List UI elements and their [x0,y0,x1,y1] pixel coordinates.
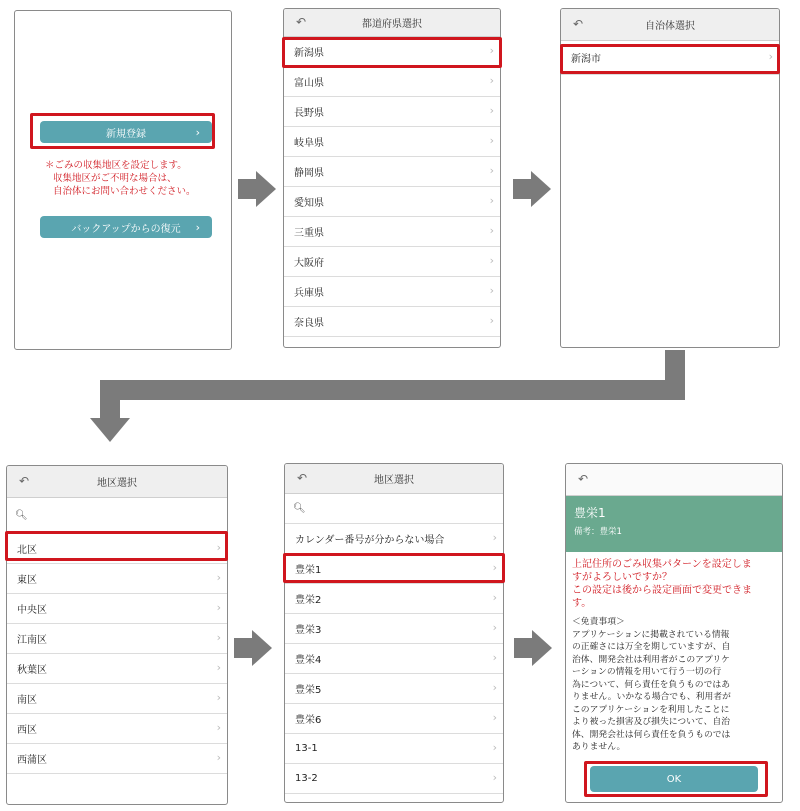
list-item-label: 豊栄6 [295,715,322,726]
list-item[interactable] [285,764,503,794]
back-arrow-icon[interactable]: ↶ [578,472,589,486]
list-item-label: 岐阜県 [294,138,324,149]
list-item[interactable] [285,524,503,554]
list-item-label: 西区 [17,725,37,736]
chevron-right-icon: › [216,721,221,734]
list-item[interactable] [284,187,500,217]
register-button[interactable] [40,121,212,143]
list-item[interactable] [7,744,227,774]
list-item-label: 新潟県 [294,48,324,59]
warning-line: すがよろしいですか？ [572,572,672,583]
list-item[interactable] [285,644,503,674]
list-item-label: 東区 [17,575,37,586]
page-title: 都道府県選択 [362,19,422,30]
disclaimer [566,610,782,754]
list-item-label: 13-2 [295,773,318,784]
chevron-right-icon: › [489,254,494,267]
screen-confirm [565,463,783,803]
chevron-right-icon: › [216,631,221,644]
register-button-label: 新規登録 [106,128,146,140]
warning-line: この設定は後から設定画面で変更できま [572,585,752,596]
list-item[interactable] [7,654,227,684]
ok-button[interactable] [590,766,758,792]
chevron-right-icon: › [216,691,221,704]
navbar [566,464,782,496]
list-item[interactable] [285,614,503,644]
list-item-label: 豊栄5 [295,685,322,696]
screen-area-select [284,463,504,803]
list-item[interactable] [7,594,227,624]
list-item[interactable] [284,37,500,67]
chevron-right-icon: › [492,621,497,634]
disclaimer-line: 治体、開発会社は利用者がこのアプリケ [572,654,730,665]
confirm-warning [566,552,782,610]
search-input[interactable] [7,498,227,534]
navbar [284,9,500,37]
list-item-label: 中央区 [17,605,47,616]
list-item-label: 大阪府 [294,258,324,269]
list-item-label: 13-1 [295,743,318,754]
chevron-right-icon: › [492,531,497,544]
disclaimer-line: 体、開発会社は何ら責任を負うものでは [572,729,731,740]
chevron-right-icon: › [216,571,221,584]
restore-backup-button[interactable] [40,216,212,238]
disclaimer-line: ーションの情報を用いて行う一切の行 [572,667,722,677]
list-item-label: 富山県 [294,78,324,89]
page-title: 自治体選択 [645,21,695,32]
chevron-right-icon: › [492,771,497,784]
list-item[interactable] [285,734,503,764]
chevron-right-icon: › [492,561,497,574]
back-arrow-icon[interactable]: ↶ [19,474,30,488]
chevron-right-icon: › [489,224,494,237]
list-item[interactable] [7,624,227,654]
disclaimer-line: このアプリケーションを利用したことに [572,704,730,715]
list-item[interactable] [284,97,500,127]
disclaimer-line: アプリケーションに掲載されている情報 [572,629,730,640]
list-item-label: 豊栄2 [295,595,322,606]
chevron-right-icon: › [195,221,200,234]
list-item[interactable] [285,704,503,734]
list-item[interactable] [7,564,227,594]
chevron-right-icon: › [489,44,494,57]
list-item[interactable] [561,41,779,75]
navbar [7,466,227,498]
list-item-label: 三重県 [294,228,324,239]
chevron-right-icon: › [195,126,200,139]
ok-button-label: OK [666,773,682,785]
chevron-right-icon: › [489,314,494,327]
area-header [566,496,782,552]
list-item[interactable] [284,247,500,277]
list-item[interactable] [284,127,500,157]
note-line: 自治体にお問い合わせください。 [53,186,196,197]
chevron-right-icon: › [489,164,494,177]
search-icon: 🔍︎ [293,503,306,514]
screen-prefecture-select [283,8,501,348]
list-item-label: 秋葉区 [17,665,47,676]
disclaimer-line: の正確さには万全を期していますが、自 [572,642,731,652]
area-note: 備考：豊栄1 [574,527,622,537]
restore-button-label: バックアップからの復元 [71,223,181,235]
note-line: ＊ごみの収集地区を設定します。 [45,160,187,171]
navbar [561,9,779,41]
chevron-right-icon: › [768,50,773,63]
warning-line: 上記住所のごみ収集パターンを設定しま [572,559,752,570]
list-item[interactable] [284,157,500,187]
disclaimer-line: より被った損害及び損失について、自治 [572,717,730,727]
register-note [45,159,230,198]
list-item-label: 南区 [17,695,37,706]
list-item-label: 西蒲区 [17,755,47,766]
chevron-right-icon: › [492,741,497,754]
list-item-label: 長野県 [294,108,324,119]
disclaimer-line: 為について、何ら責任を負うものではあ [572,679,730,690]
chevron-right-icon: › [489,134,494,147]
list-item[interactable] [7,534,227,564]
chevron-right-icon: › [489,284,494,297]
chevron-right-icon: › [216,661,221,674]
list-item[interactable] [284,307,500,337]
list-item-label: 兵庫県 [294,288,324,299]
list-item[interactable] [284,67,500,97]
list-item[interactable] [284,277,500,307]
page-title: 地区選択 [97,478,137,489]
chevron-right-icon: › [492,681,497,694]
note-line: 収集地区がご不明な場合は、 [53,173,177,184]
disclaimer-line: りません。いかなる場合でも、利用者が [572,692,731,702]
list-item-label: 愛知県 [294,198,324,209]
navbar [285,464,503,494]
search-icon: 🔍︎ [15,510,28,521]
chevron-right-icon: › [492,711,497,724]
chevron-right-icon: › [216,751,221,764]
search-input[interactable] [285,494,503,524]
list-item-label: 江南区 [17,635,47,646]
list-item-label: 豊栄1 [295,565,322,576]
chevron-right-icon: › [216,541,221,554]
list-item-label: 静岡県 [294,168,324,179]
warning-line: す。 [572,598,592,609]
list-item[interactable] [7,684,227,714]
list-item[interactable] [7,714,227,744]
list-item[interactable] [285,674,503,704]
chevron-right-icon: › [489,194,494,207]
chevron-right-icon: › [492,591,497,604]
list-item-label: 新潟市 [571,54,601,65]
screen-municipality-select [560,8,780,348]
chevron-right-icon: › [489,74,494,87]
page-title: 地区選択 [374,475,414,486]
disclaimer-heading: ＜免責事項＞ [572,617,625,627]
chevron-right-icon: › [492,651,497,664]
list-item-label: 豊栄3 [295,625,322,636]
back-arrow-icon[interactable]: ↶ [573,17,584,31]
list-item[interactable] [285,554,503,584]
list-item[interactable] [284,217,500,247]
back-arrow-icon[interactable]: ↶ [296,15,307,29]
screen-district-select [6,465,228,805]
list-item[interactable] [285,584,503,614]
back-arrow-icon[interactable]: ↶ [297,471,308,485]
chevron-right-icon: › [216,601,221,614]
list-item-label: 奈良県 [294,318,324,329]
screen-start [14,10,232,350]
list-item-label: カレンダー番号が分からない場合 [295,535,445,546]
chevron-right-icon: › [489,104,494,117]
list-item-label: 北区 [17,545,37,556]
disclaimer-line: ありません。 [572,742,626,752]
area-title: 豊栄1 [574,506,606,520]
list-item-label: 豊栄4 [295,655,322,666]
